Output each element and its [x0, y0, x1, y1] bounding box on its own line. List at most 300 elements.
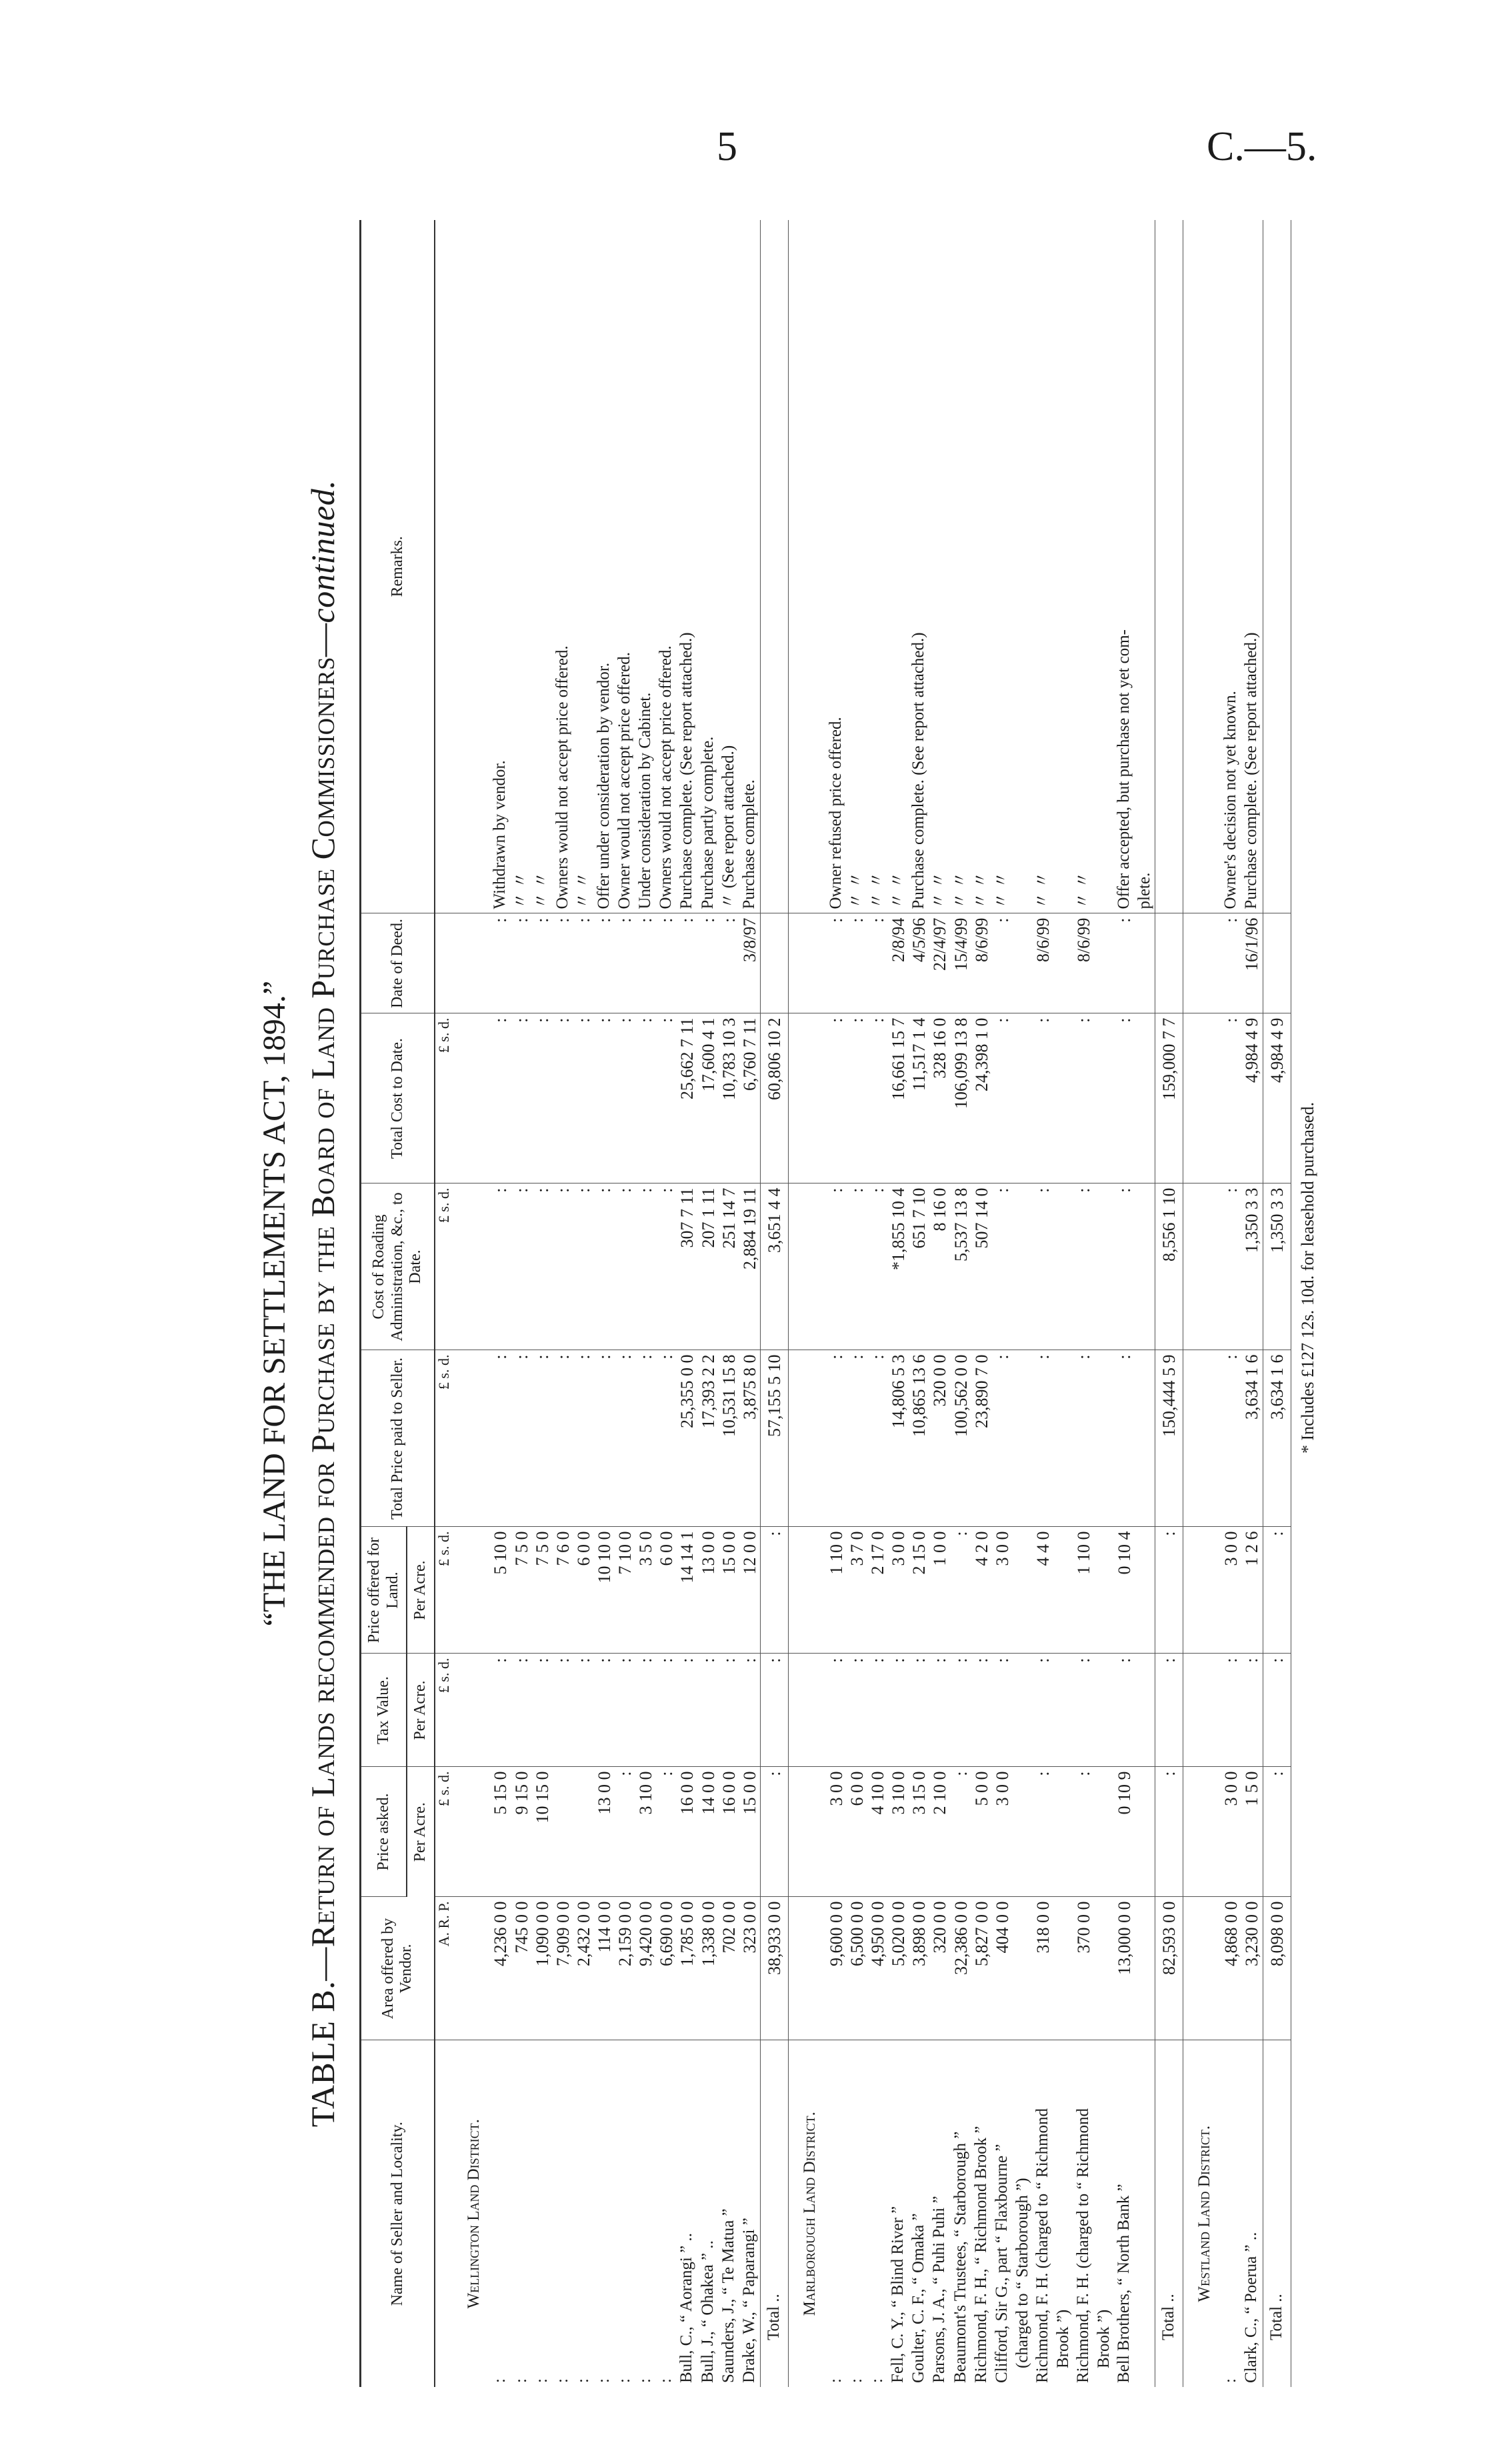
cell-cost — [1053, 1013, 1073, 1183]
table-row — [656, 220, 677, 2387]
cell-area: 4,950 0 0 — [867, 1897, 888, 2040]
cell-paid — [1053, 1350, 1073, 1527]
cell-roading: 307 7 11 — [677, 1183, 697, 1350]
cell-tax: : — [1033, 1654, 1053, 1767]
cell-tax: : — [1155, 1654, 1183, 1767]
cell-tax: : — [1263, 1654, 1291, 1767]
cell-cost: : — [573, 1013, 594, 1183]
cell-name — [1135, 2040, 1155, 2387]
cell-asked — [1094, 1767, 1114, 1897]
cell-paid: : — [532, 1350, 553, 1527]
cell-name: Bell Brothers, “ North Bank ” — [1115, 2184, 1133, 2383]
cell-roading: 2,884 19 11 — [739, 1183, 761, 1350]
cell-offered: 3 5 0 — [635, 1527, 656, 1654]
cell-date — [1135, 913, 1155, 1013]
unit-tax: £ s. d. — [435, 1654, 453, 1767]
table-row — [867, 220, 888, 2387]
cell-date: 22/4/97 — [929, 913, 950, 1013]
district-name: Westland Land District. — [1195, 2125, 1214, 2302]
cell-date: : — [847, 913, 867, 1013]
cell-paid — [1135, 1350, 1155, 1527]
cell-asked: 9 15 0 — [511, 1767, 532, 1897]
cell-cost: 4,984 4 9 — [1241, 1013, 1263, 1183]
cell-date — [1013, 913, 1033, 1013]
cell-remarks: 〃 〃 — [929, 220, 950, 913]
cell-offered — [1135, 1527, 1155, 1654]
table-row — [1241, 220, 1263, 2387]
unit-roading: £ s. d. — [435, 1183, 453, 1350]
cell-paid — [1013, 1350, 1033, 1527]
cell-offered: 4 2 0 — [971, 1527, 992, 1654]
cell-date: : — [698, 913, 719, 1013]
cell-tax — [1135, 1654, 1155, 1767]
cell-name: Goulter, C. F., “ Omaka ” — [909, 2213, 928, 2383]
cell-cost: 106,099 13 8 — [951, 1013, 971, 1183]
cell-date: : — [532, 913, 553, 1013]
table-row — [532, 220, 553, 2387]
cell-name: Richmond, F. H. (charged to “ Richmond — [1033, 2108, 1051, 2383]
cell-roading — [1013, 1183, 1033, 1350]
cell-offered: 1 10 0 — [826, 1527, 847, 1654]
cell-cost — [1013, 1013, 1033, 1183]
cell-date — [1155, 913, 1183, 1013]
title-main: Return of Lands recommended for Purchase by the Board of Land Purchase Commissioners— — [304, 623, 341, 1948]
table-row — [490, 220, 511, 2387]
cell-remarks: 〃 〃 — [888, 220, 909, 913]
cell-asked — [1135, 1767, 1155, 1897]
cell-offered: 1 0 0 — [929, 1527, 950, 1654]
cell-offered: 13 0 0 — [698, 1527, 719, 1654]
cell-area: 1,338 0 0 — [698, 1897, 719, 2040]
cell-roading: : — [594, 1183, 615, 1350]
cell-roading: : — [490, 1183, 511, 1350]
cell-asked: 5 0 0 — [971, 1767, 992, 1897]
cell-remarks: Withdrawn by vendor. — [490, 220, 511, 913]
cell-paid: : — [826, 1350, 847, 1527]
cell-date — [1094, 913, 1114, 1013]
cell-roading: 507 14 0 — [971, 1183, 992, 1350]
header-price-offered: Price offered for Land. — [361, 1527, 407, 1654]
cell-offered: 1 2 6 — [1241, 1527, 1263, 1654]
cell-remarks: Purchase partly complete. — [698, 220, 719, 913]
cell-roading: : — [867, 1183, 888, 1350]
cell-roading: : — [847, 1183, 867, 1350]
cell-name: : — [636, 2378, 655, 2383]
cell-roading: : — [826, 1183, 847, 1350]
cell-asked: 3 0 0 — [1221, 1767, 1241, 1897]
header-date-deed: Date of Deed. — [361, 913, 435, 1013]
cell-tax: : — [615, 1654, 635, 1767]
cell-roading: : — [553, 1183, 573, 1350]
title-suffix: continued. — [304, 479, 341, 623]
cell-paid: : — [635, 1350, 656, 1527]
header-roading: Cost of Roading Administration, &c., to Date. — [361, 1183, 435, 1350]
cell-offered: : — [951, 1527, 971, 1654]
cell-offered: 0 10 4 — [1114, 1527, 1135, 1654]
cell-name: : — [573, 2378, 592, 2383]
cell-area: 4,236 0 0 — [490, 1897, 511, 2040]
cell-date: : — [677, 913, 697, 1013]
table-row — [1033, 220, 1053, 2387]
cell-tax — [1053, 1654, 1073, 1767]
cell-cost: 16,661 15 7 — [888, 1013, 909, 1183]
cell-tax: : — [635, 1654, 656, 1767]
cell-paid: : — [1073, 1350, 1094, 1527]
table-row — [1013, 220, 1033, 2387]
header-tax-value: Tax Value. — [361, 1654, 407, 1767]
page-header — [0, 0, 1512, 213]
cell-asked: : — [1263, 1767, 1291, 1897]
cell-remarks — [1155, 220, 1183, 913]
cell-area: 702 0 0 — [719, 1897, 739, 2040]
cell-cost: 17,600 4 1 — [698, 1013, 719, 1183]
cell-remarks: 〃 〃 — [971, 220, 992, 913]
cell-cost: 25,662 7 11 — [677, 1013, 697, 1183]
cell-asked: : — [1155, 1767, 1183, 1897]
cell-tax: : — [929, 1654, 950, 1767]
cell-tax: : — [847, 1654, 867, 1767]
cell-roading: 207 1 11 — [698, 1183, 719, 1350]
cell-cost: : — [553, 1013, 573, 1183]
cell-cost: : — [511, 1013, 532, 1183]
table-row — [677, 220, 697, 2387]
cell-date: 3/8/97 — [739, 913, 761, 1013]
cell-remarks — [1094, 220, 1114, 913]
cell-cost: : — [826, 1013, 847, 1183]
cell-remarks — [1263, 220, 1291, 913]
cell-tax: : — [867, 1654, 888, 1767]
table-row — [909, 220, 929, 2387]
cell-paid — [1094, 1350, 1114, 1527]
cell-remarks: 〃 〃 — [1033, 220, 1053, 913]
cell-remarks: Offer under consideration by vendor. — [594, 220, 615, 913]
cell-asked: : — [615, 1767, 635, 1897]
cell-paid: : — [573, 1350, 594, 1527]
cell-area: 318 0 0 — [1033, 1897, 1053, 2040]
cell-paid: : — [847, 1350, 867, 1527]
cell-tax: : — [490, 1654, 511, 1767]
cell-asked: : — [760, 1767, 788, 1897]
cell-date: : — [992, 913, 1013, 1013]
cell-asked: 14 0 0 — [698, 1767, 719, 1897]
cell-paid: 320 0 0 — [929, 1350, 950, 1527]
cell-offered — [1053, 1527, 1073, 1654]
cell-date — [760, 913, 788, 1013]
cell-remarks: Purchase complete. (See report attached.) — [909, 220, 929, 913]
cell-name: : — [553, 2378, 571, 2383]
cell-remarks: 〃 (See report attached.) — [719, 220, 739, 913]
cell-name: Total .. — [1155, 2040, 1183, 2387]
cell-name: Bull, J., “ Ohakea ” .. — [698, 2240, 717, 2383]
cell-remarks: Purchase complete. (See report attached.) — [677, 220, 697, 913]
cell-cost: : — [1221, 1013, 1241, 1183]
cell-offered: 14 14 1 — [677, 1527, 697, 1654]
cell-paid: 3,875 8 0 — [739, 1350, 761, 1527]
cell-tax: : — [656, 1654, 677, 1767]
cell-name: Fell, C. Y., “ Blind River ” — [889, 2206, 907, 2383]
cell-asked: 0 10 9 — [1114, 1767, 1135, 1897]
cell-cost: : — [1073, 1013, 1094, 1183]
cell-roading: : — [511, 1183, 532, 1350]
cell-remarks: 〃 〃 — [573, 220, 594, 913]
cell-name: Beaumont's Trustees, “ Starborough ” — [951, 2131, 969, 2383]
cell-name: : — [1221, 2378, 1240, 2383]
cell-date: : — [511, 913, 532, 1013]
cell-paid: : — [490, 1350, 511, 1527]
cell-area: 3,230 0 0 — [1241, 1897, 1263, 2040]
cell-area: 7,909 0 0 — [553, 1897, 573, 2040]
cell-asked: : — [656, 1767, 677, 1897]
cell-asked: 3 10 0 — [635, 1767, 656, 1897]
cell-offered: 2 15 0 — [909, 1527, 929, 1654]
cell-tax: : — [719, 1654, 739, 1767]
cell-remarks: 〃 〃 — [847, 220, 867, 913]
cell-date: : — [719, 913, 739, 1013]
title-prefix: TABLE B.— — [304, 1947, 341, 2128]
cell-paid: : — [594, 1350, 615, 1527]
cell-area: 1,785 0 0 — [677, 1897, 697, 2040]
cell-area: 370 0 0 — [1073, 1897, 1094, 2040]
table-row — [553, 220, 573, 2387]
cell-roading: : — [635, 1183, 656, 1350]
table-title — [303, 220, 342, 2387]
header-total-cost: Total Cost to Date. — [361, 1013, 435, 1183]
cell-paid: 10,865 13 6 — [909, 1350, 929, 1527]
cell-date: : — [635, 913, 656, 1013]
cell-name: Clifford, Sir G., part “ Flaxbourne ” — [992, 2144, 1011, 2383]
unit-asked: £ s. d. — [435, 1767, 453, 1897]
cell-area: 2,432 0 0 — [573, 1897, 594, 2040]
table-row — [1094, 220, 1114, 2387]
cell-offered: 7 5 0 — [532, 1527, 553, 1654]
cell-roading: : — [1114, 1183, 1135, 1350]
cell-roading: : — [1033, 1183, 1053, 1350]
cell-offered: 3 7 0 — [847, 1527, 867, 1654]
cell-name: Total .. — [1263, 2040, 1291, 2387]
table-row — [1073, 220, 1094, 2387]
total-row — [1263, 220, 1291, 2387]
cell-area: 745 0 0 — [511, 1897, 532, 2040]
cell-asked — [553, 1767, 573, 1897]
cell-paid: : — [511, 1350, 532, 1527]
cell-paid: 23,890 7 0 — [971, 1350, 992, 1527]
cell-area — [1013, 1897, 1033, 2040]
table-row — [951, 220, 971, 2387]
cell-tax: : — [594, 1654, 615, 1767]
cell-remarks: Owners would not accept price offered. — [656, 220, 677, 913]
cell-paid: 25,355 0 0 — [677, 1350, 697, 1527]
cell-asked: 3 15 0 — [909, 1767, 929, 1897]
cell-offered — [1013, 1527, 1033, 1654]
table-row — [971, 220, 992, 2387]
cell-area: 1,090 0 0 — [532, 1897, 553, 2040]
rotated-table-region — [253, 220, 1317, 2387]
cell-offered: 7 6 0 — [553, 1527, 573, 1654]
cell-area: 323 0 0 — [739, 1897, 761, 2040]
cell-cost: : — [594, 1013, 615, 1183]
cell-paid: : — [1033, 1350, 1053, 1527]
cell-offered — [1094, 1527, 1114, 1654]
cell-cost — [1094, 1013, 1114, 1183]
header-price-asked: Price asked. — [361, 1767, 407, 1897]
cell-area — [1094, 1897, 1114, 2040]
cell-cost: 24,398 1 0 — [971, 1013, 992, 1183]
cell-date — [1053, 913, 1073, 1013]
unit-cost: £ s. d. — [435, 1013, 453, 1183]
cell-remarks: Offer accepted, but purchase not yet com- — [1114, 220, 1135, 913]
cell-name: : — [657, 2378, 675, 2383]
cell-asked — [1053, 1767, 1073, 1897]
cell-area: 5,020 0 0 — [888, 1897, 909, 2040]
cell-area: 3,898 0 0 — [909, 1897, 929, 2040]
cell-date: 8/6/99 — [971, 913, 992, 1013]
cell-remarks — [760, 220, 788, 913]
cell-offered: 1 10 0 — [1073, 1527, 1094, 1654]
cell-tax: : — [951, 1654, 971, 1767]
district-name: Marlborough Land District. — [800, 2112, 819, 2316]
cell-tax: : — [739, 1654, 761, 1767]
cell-asked: : — [1073, 1767, 1094, 1897]
table-row — [826, 220, 847, 2387]
cell-remarks: 〃 〃 — [1073, 220, 1094, 913]
cell-tax: : — [888, 1654, 909, 1767]
cell-area: 114 0 0 — [594, 1897, 615, 2040]
cell-offered: : — [1263, 1527, 1291, 1654]
cell-offered: 7 5 0 — [511, 1527, 532, 1654]
cell-name: Saunders, J., “ Te Matua ” — [719, 2208, 737, 2383]
cell-area: 9,420 0 0 — [635, 1897, 656, 2040]
cell-date: : — [1114, 913, 1135, 1013]
cell-cost: : — [1033, 1013, 1053, 1183]
table-row — [929, 220, 950, 2387]
cell-cost: : — [615, 1013, 635, 1183]
cell-cost: : — [490, 1013, 511, 1183]
cell-tax: : — [532, 1654, 553, 1767]
cell-name: Drake, W., “ Paparangi ” — [739, 2218, 758, 2383]
cell-offered: 5 10 0 — [490, 1527, 511, 1654]
cell-asked: 1 5 0 — [1241, 1767, 1263, 1897]
cell-offered: 6 0 0 — [573, 1527, 594, 1654]
cell-cost: : — [1114, 1013, 1135, 1183]
cell-name: Parsons, J. A., “ Puhi Puhi ” — [930, 2196, 949, 2383]
page-reference: C.—5. — [1207, 124, 1317, 169]
cell-tax — [1013, 1654, 1033, 1767]
header-per-acre-tax: Per Acre. — [407, 1654, 435, 1767]
cell-asked: : — [951, 1767, 971, 1897]
table-row — [1135, 220, 1155, 2387]
cell-area: 320 0 0 — [929, 1897, 950, 2040]
cell-tax: : — [971, 1654, 992, 1767]
cell-offered: 4 4 0 — [1033, 1527, 1053, 1654]
table-row — [594, 220, 615, 2387]
cell-date: : — [615, 913, 635, 1013]
cell-roading: : — [1221, 1183, 1241, 1350]
cell-date: : — [656, 913, 677, 1013]
cell-name: Richmond, F. H. (charged to “ Richmond — [1074, 2108, 1093, 2383]
unit-area: A. R. P. — [435, 1897, 453, 2040]
cell-tax: : — [1241, 1654, 1263, 1767]
cell-remarks: Purchase complete. (See report attached.) — [1241, 220, 1263, 913]
cell-offered: 3 0 0 — [1221, 1527, 1241, 1654]
cell-date: : — [594, 913, 615, 1013]
cell-asked: 3 0 0 — [992, 1767, 1013, 1897]
cell-date: 4/5/96 — [909, 913, 929, 1013]
cell-date: : — [553, 913, 573, 1013]
cell-remarks: 〃 〃 — [951, 220, 971, 913]
cell-cost: : — [867, 1013, 888, 1183]
cell-tax: : — [698, 1654, 719, 1767]
cell-cost: 6,760 7 11 — [739, 1013, 761, 1183]
cell-cost: 10,783 10 3 — [719, 1013, 739, 1183]
cell-asked — [1013, 1767, 1033, 1897]
cell-asked: 13 0 0 — [594, 1767, 615, 1897]
cell-name: Total .. — [760, 2040, 788, 2387]
cell-asked: 15 0 0 — [739, 1767, 761, 1897]
cell-area: 6,500 0 0 — [847, 1897, 867, 2040]
table-row — [847, 220, 867, 2387]
unit-offered: £ s. d. — [435, 1527, 453, 1654]
table-row — [615, 220, 635, 2387]
cell-name: : — [826, 2378, 845, 2383]
cell-paid: 3,634 1 6 — [1263, 1350, 1291, 1527]
table-row — [1221, 220, 1241, 2387]
table-row — [698, 220, 719, 2387]
cell-area: 32,386 0 0 — [951, 1897, 971, 2040]
cell-roading — [1094, 1183, 1114, 1350]
cell-asked: 6 0 0 — [847, 1767, 867, 1897]
cell-offered: 7 10 0 — [615, 1527, 635, 1654]
cell-date: : — [1221, 913, 1241, 1013]
cell-date: 16/1/96 — [1241, 913, 1263, 1013]
cell-remarks: 〃 〃 — [511, 220, 532, 913]
cell-paid: 3,634 1 6 — [1241, 1350, 1263, 1527]
cell-paid: : — [656, 1350, 677, 1527]
cell-name: Clark, C., “ Poerua ” .. — [1242, 2232, 1261, 2383]
cell-roading: 8 16 0 — [929, 1183, 950, 1350]
header-per-acre-asked: Per Acre. — [407, 1767, 435, 1897]
cell-area — [1135, 1897, 1155, 2040]
footnote: * Includes £127 12s. 10d. for leasehold purchased. — [1297, 1101, 1317, 1454]
cell-date: 8/6/99 — [1073, 913, 1094, 1013]
cell-name: Bull, C., “ Aorangi ” .. — [677, 2233, 696, 2383]
cell-area: 13,000 0 0 — [1114, 1897, 1135, 2040]
cell-paid: 150,444 5 9 — [1155, 1350, 1183, 1527]
table-row — [1053, 220, 1073, 2387]
act-caption: “THE LAND FOR SETTLEMENTS ACT, 1894.” — [257, 980, 292, 1627]
cell-offered: 3 0 0 — [888, 1527, 909, 1654]
cell-asked: : — [1033, 1767, 1053, 1897]
table-body — [435, 220, 1291, 2387]
land-purchase-table — [359, 220, 1291, 2387]
cell-area: 38,933 0 0 — [760, 1897, 788, 2040]
cell-remarks — [1053, 220, 1073, 913]
cell-offered: 6 0 0 — [656, 1527, 677, 1654]
cell-roading: : — [573, 1183, 594, 1350]
cell-remarks: Owner refused price offered. — [826, 220, 847, 913]
cell-remarks: 〃 〃 — [532, 220, 553, 913]
cell-roading: 651 7 10 — [909, 1183, 929, 1350]
district-header — [1183, 220, 1221, 2387]
cell-asked: 5 15 0 — [490, 1767, 511, 1897]
cell-roading — [1135, 1183, 1155, 1350]
cell-tax: : — [826, 1654, 847, 1767]
cell-offered: 2 17 0 — [867, 1527, 888, 1654]
cell-tax — [1094, 1654, 1114, 1767]
cell-name: : — [847, 2378, 866, 2383]
cell-cost: : — [847, 1013, 867, 1183]
cell-roading: : — [656, 1183, 677, 1350]
district-name: Wellington Land District. — [465, 2119, 483, 2309]
